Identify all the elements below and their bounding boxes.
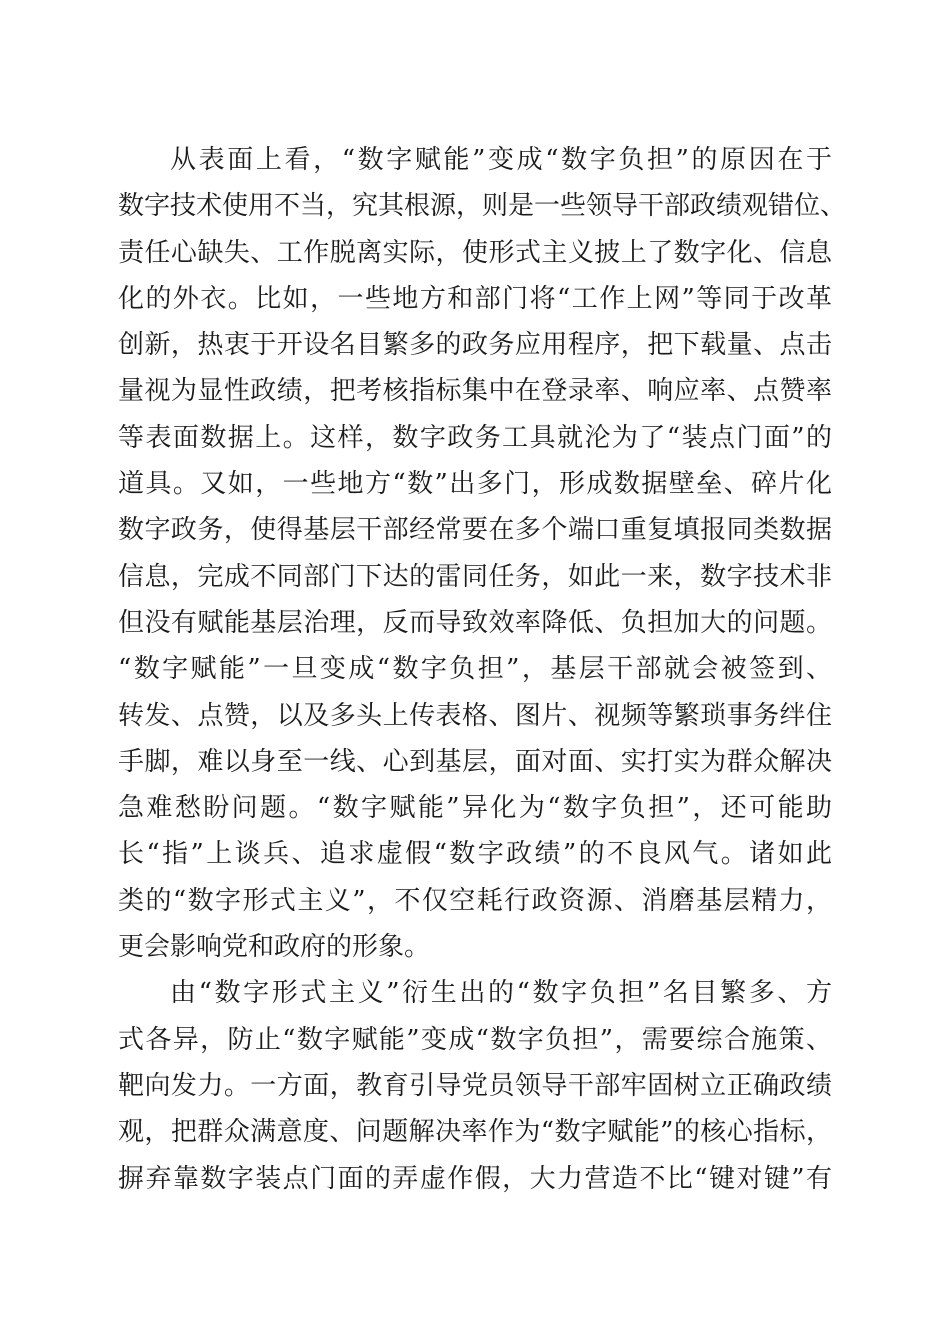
text-line: 创新，热衷于开设名目繁多的政务应用程序，把下载量、点击 xyxy=(118,330,832,361)
body-text xyxy=(118,137,847,1202)
text-line: 急难愁盼问题。“数字赋能”异化为“数字负担”，还可能助 xyxy=(118,793,832,824)
text-line: 等表面数据上。这样，数字政务工具就沦为了“装点门面”的 xyxy=(118,422,832,453)
text-line: 观，把群众满意度、问题解决率作为“数字赋能”的核心指标， xyxy=(118,1117,832,1148)
text-line: 数字政务，使得基层干部经常要在多个端口重复填报同类数据 xyxy=(118,515,832,546)
text-line: 类的“数字形式主义”，不仅空耗行政资源、消磨基层精力， xyxy=(118,885,832,916)
text-line: 长“指”上谈兵、追求虚假“数字政绩”的不良风气。诸如此 xyxy=(118,839,832,870)
text-line: 责任心缺失、工作脱离实际，使形式主义披上了数字化、信息 xyxy=(118,237,832,268)
text-line: 转发、点赞，以及多头上传表格、图片、视频等繁琐事务绊住 xyxy=(118,700,832,731)
text-line: 道具。又如，一些地方“数”出多门，形成数据壁垒、碎片化 xyxy=(118,469,832,500)
text-line: 但没有赋能基层治理，反而导致效率降低、负担加大的问题。 xyxy=(118,607,832,638)
paragraph-2 xyxy=(118,970,832,1201)
text-line: 信息，完成不同部门下达的雷同任务，如此一来，数字技术非 xyxy=(118,561,832,592)
text-line: 摒弃靠数字装点门面的弄虚作假，大力营造不比“键对键”有 xyxy=(118,1163,832,1194)
text-line: “数字赋能”一旦变成“数字负担”，基层干部就会被签到、 xyxy=(118,654,832,685)
text-line: 化的外衣。比如，一些地方和部门将“工作上网”等同于改革 xyxy=(118,283,832,314)
text-line: 由“数字形式主义”衍生出的“数字负担”名目繁多、方 xyxy=(170,978,832,1009)
paragraph-1 xyxy=(118,137,847,970)
text-line: 手脚，难以身至一线、心到基层，面对面、实打实为群众解决 xyxy=(118,746,832,777)
text-line: 量视为显性政绩，把考核指标集中在登录率、响应率、点赞率 xyxy=(118,376,832,407)
text-line: 从表面上看，“数字赋能”变成“数字负担”的原因在于 xyxy=(170,145,832,175)
text-line: 靶向发力。一方面，教育引导党员领导干部牢固树立正确政绩 xyxy=(118,1070,832,1101)
text-line: 式各异，防止“数字赋能”变成“数字负担”，需要综合施策、 xyxy=(118,1024,832,1055)
text-line: 更会影响党和政府的形象。 xyxy=(118,932,431,963)
text-line: 数字技术使用不当，究其根源，则是一些领导干部政绩观错位、 xyxy=(118,191,847,222)
